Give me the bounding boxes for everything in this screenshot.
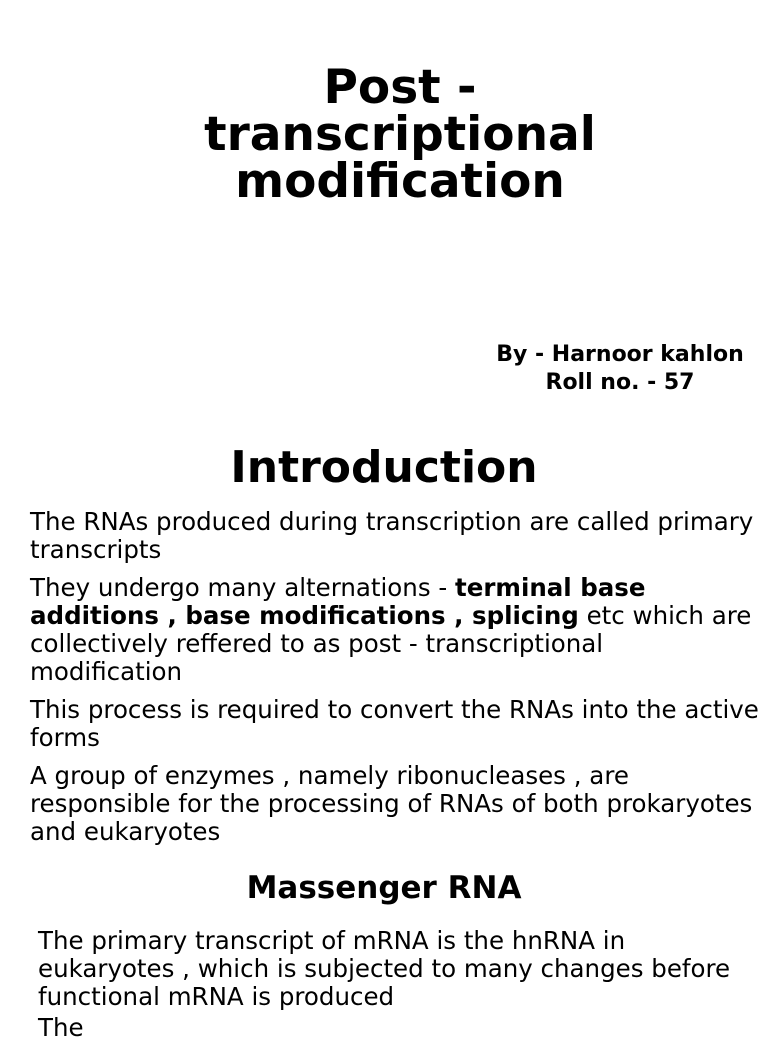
messenger-rna-heading: Massenger RNA bbox=[246, 870, 522, 906]
title-line-3: modification bbox=[235, 154, 565, 209]
author-name: By - Harnoor kahlon bbox=[496, 342, 744, 367]
introduction-heading: Introduction bbox=[230, 442, 538, 493]
intro-paragraph-2-bold: terminal base additions , base modifications , splicing bbox=[30, 573, 646, 630]
intro-paragraph-2 bbox=[30, 574, 760, 686]
title-line-2: transcriptional bbox=[204, 107, 596, 162]
intro-paragraph-3: This process is required to convert the RNAs into the active forms bbox=[30, 695, 759, 752]
intro-paragraph-2-suffix: etc which are collectively reffered to as post - transcriptional modification bbox=[30, 601, 752, 686]
intro-paragraph-4: A group of enzymes , namely ribonucleases , are responsible for the processing of RNAs of both prokaryotes and eukaryotes bbox=[30, 761, 753, 846]
mrna-paragraph-2-partial: The bbox=[38, 1013, 84, 1042]
document-title bbox=[0, 60, 768, 209]
author-byline bbox=[470, 341, 768, 397]
intro-paragraph-1: The RNAs produced during transcription are called primary transcripts bbox=[30, 507, 754, 564]
roll-number: Roll no. - 57 bbox=[545, 370, 695, 395]
title-line-1: Post - bbox=[323, 60, 477, 115]
mrna-paragraph-1: The primary transcript of mRNA is the hnRNA in eukaryotes , which is subjected to many changes before functional mRNA is produced bbox=[38, 926, 731, 1011]
intro-paragraph-2-prefix: They undergo many alternations - bbox=[30, 573, 455, 602]
